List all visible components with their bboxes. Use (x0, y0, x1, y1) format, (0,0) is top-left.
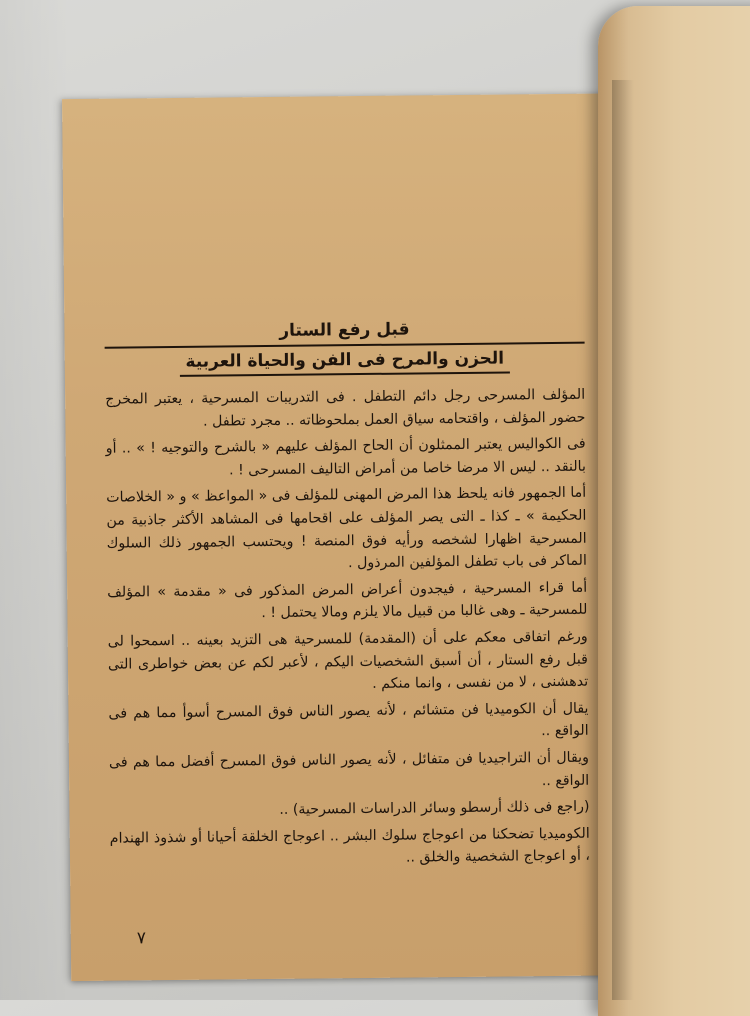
paragraph: فى الكواليس يعتبر الممثلون أن الحاح المؤلف عليهم « بالشرح والتوجيه ! » .. أو بالنقد .. ليس الا مرضا خاصا من أمراض التاليف المسرحى ! . (105, 435, 586, 479)
page-content (104, 316, 590, 877)
title-line-2: الحزن والمرح فى الفن والحياة العربية (179, 348, 510, 376)
title-line-1: قبل رفع الستار (104, 316, 584, 349)
paragraph: أما الجمهور فانه يلحظ هذا المرض المهنى للمؤلف فى « المواعظ » و « الخلاصات الحكيمة » ـ كذا ـ التى يصر المؤلف على اقحامها فى المشاهد الأكثر جاذبية من المسرحية اظهارا لشخصه ورأيه فوق المنصة ! ويحتسب الجمهور ذلك السلوك الماكر فى باب تطفل المؤلفين المرذول . (106, 485, 587, 572)
paragraph: ويقال أن التراجيديا فن متفائل ، لأنه يصور الناس فوق المسرح أفضل مما هم فى الواقع .. (108, 749, 590, 789)
chapter-subtitle (105, 348, 585, 373)
paragraph: يقال أن الكوميديا فن متشائم ، لأنه يصور الناس فوق المسرح أسوأ مما هم فى الواقع .. (108, 700, 589, 740)
background-shadow (0, 0, 70, 1000)
paragraph: أما قراء المسرحية ، فيجدون أعراض المرض المذكور فى « مقدمة » المؤلف للمسرحية ـ وهى غالبا من قبيل مالا يلزم ومالا يحتمل ! . (107, 579, 588, 622)
page-number: ٧ (136, 928, 147, 949)
chapter-title (104, 316, 584, 349)
book-gutter-shadow (612, 80, 634, 1000)
paragraph: ورغم اتفاقى معكم على أن (المقدمة) للمسرحية هى التزيد بعينه .. اسمحوا لى قبل رفع الستار ، أن أسبق الشخصيات اليكم ، لأعبر لكم عن بعض خواطرى التى تدهشنى ، لا من نفسى ، وانما منكم . (107, 628, 589, 693)
paragraph: الكوميديا تضحكنا من اعوجاج سلوك البشر .. اعوجاج الخلقة أحيانا أو شذوذ الهندام ، أو اعوجاج الشخصية والخلق .. (109, 825, 591, 866)
paragraph: المؤلف المسرحى رجل دائم التطفل . فى التدريبات المسرحية ، يعتبر المخرج حضور المؤلف ، واقتحامه سياق العمل بملحوظاته .. مجرد تطفل . (105, 386, 586, 430)
paragraph: (راجع فى ذلك أرسطو وسائر الدراسات المسرحية) .. (279, 798, 590, 818)
book-page (62, 93, 636, 981)
